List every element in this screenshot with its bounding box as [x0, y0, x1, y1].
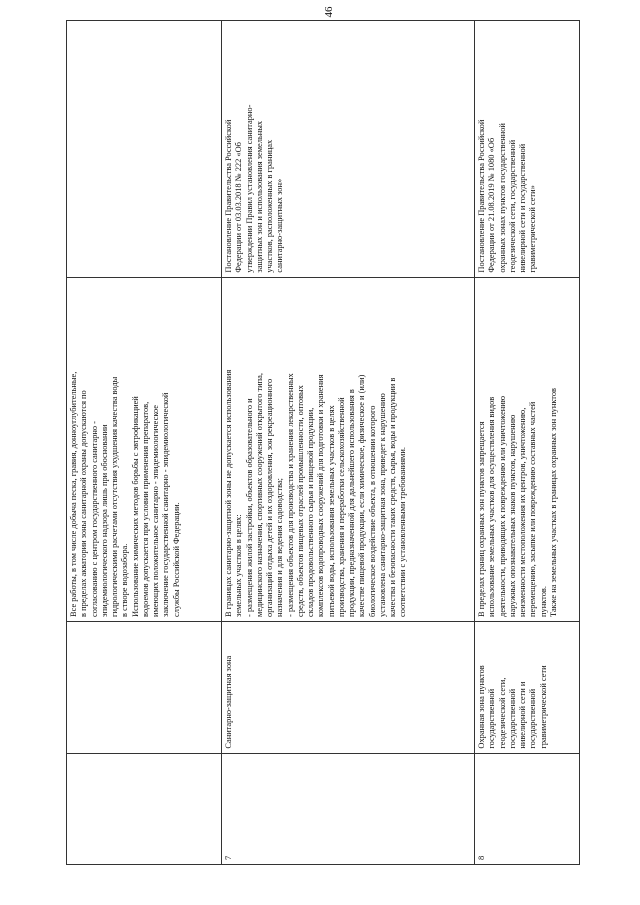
- text-line: медицинского назначения, спортивных сооружений открытого типа,: [254, 373, 264, 617]
- zone-name-cell: [475, 621, 580, 753]
- text-line: гравиметрической сети»: [528, 185, 538, 273]
- text-line: организаций отдыха детей и их оздоровления, зон рекреационного: [265, 378, 274, 617]
- text-line: Все работы, в том числе добыча песка, гравия, донноуглубительные,: [69, 371, 78, 617]
- text-line: имеющих положительное санитарно - эпидемиологическое: [151, 405, 160, 617]
- zone-name-cell: Санитарно-защитная зона: [222, 621, 475, 753]
- text-line: неизменности местоположения их центров, уничтожению,: [518, 407, 527, 617]
- text-line: Также на земельных участках в границах охранных зон пунктов: [548, 388, 558, 617]
- text-line: деятельности, приводящих к повреждению или уничтожению: [497, 395, 507, 617]
- text-line: В границах санитарно-защитной зоны не допускается использования: [224, 369, 233, 617]
- text-line: соответствии с установленными требованиями.: [398, 447, 408, 617]
- text-line: службы Российской Федерации.: [171, 502, 181, 617]
- zones-table: [66, 20, 580, 865]
- requirements-cell: [222, 277, 475, 621]
- text-line: - размещения объектов для производства и хранения лекарственных: [285, 373, 295, 617]
- page-number: 46: [323, 6, 335, 18]
- document-cell: [475, 21, 580, 278]
- row-number-cell: [67, 753, 222, 864]
- text-line: охранных зонах пунктов государственной: [497, 123, 507, 273]
- requirements-cell: [475, 277, 580, 621]
- text-line: В пределах границ охранных зон пунктов запрещается: [477, 421, 486, 617]
- text-line: использование земельных участков для осуществления видов: [487, 396, 497, 617]
- text-line: геодезической сети,: [497, 677, 507, 749]
- text-line: эпидемиологического надзора лишь при обосновании: [99, 424, 109, 617]
- text-line: в пределах акватории зоны санитарной охраны допускаются по: [79, 390, 89, 617]
- text-line: нивелирной сети и государственной: [518, 143, 527, 273]
- text-line: качества и безопасности таких средств, сырья, воды и продукции в: [388, 377, 397, 617]
- text-line: согласованию с центром государственного санитарно -: [89, 421, 99, 617]
- table-row: [222, 21, 475, 865]
- text-line: комплексов водопроводных сооружений для подготовки и хранения: [316, 374, 326, 617]
- text-line: государственной: [487, 688, 497, 749]
- text-line: назначения и для ведения садоводства;: [275, 478, 285, 617]
- text-line: складов продовольственного сырья и пищевой продукции,: [306, 407, 315, 617]
- document-cell: [222, 21, 475, 278]
- text-line: биологическое воздействие объекта, в отношении которого: [367, 405, 377, 617]
- text-line: санитарно-защитных зон»: [275, 178, 285, 273]
- table-row: [475, 21, 580, 865]
- text-line: средств, объектов пищевых отраслей промышленности, оптовых: [295, 385, 305, 617]
- row-number-cell: 7: [222, 753, 475, 864]
- text-line: - размещения жилой застройки, объектов образовательного и: [244, 398, 254, 617]
- text-line: пунктов.: [538, 586, 548, 617]
- text-line: водоемов допускается при условии применения препаратов,: [140, 401, 150, 617]
- text-line: геодезической сети, государственной: [507, 139, 517, 273]
- text-line: государственной: [507, 688, 517, 749]
- text-line: заключение государственной санитарно - эпидемиологической: [161, 392, 171, 617]
- text-line: нивелирной сети и: [518, 681, 527, 749]
- text-line: в створе водозабора.: [120, 543, 130, 617]
- zone-name-cell: [67, 621, 222, 753]
- text-line: Федерации от 21.08.2019 № 1080 «Об: [487, 137, 497, 273]
- text-line: качестве пищевой продукции, если химическое, физическое и (или): [357, 374, 367, 617]
- requirements-cell: [67, 277, 222, 621]
- rotated-table-container: [66, 20, 566, 865]
- text-line: Постановление Правительства Российской: [477, 119, 486, 273]
- text-line: Охранная зона пунктов: [477, 665, 486, 749]
- text-line: производства, хранения и переработки сельскохозяйственной: [336, 397, 346, 617]
- document-cell: [67, 21, 222, 278]
- text-line: Федерации от 03.03.2018 № 222 «Об: [234, 142, 244, 273]
- text-line: государственной: [528, 688, 538, 749]
- text-line: Постановление Правительства Российской: [224, 119, 233, 273]
- text-line: наружных опознавательных знаков пунктов, нарушению: [507, 414, 517, 617]
- text-line: защитных зон и использования земельных: [254, 120, 264, 273]
- text-line: установлена санитарно-защитная зона, приведет к нарушению: [377, 393, 387, 617]
- text-line: гравиметрической сети: [538, 665, 548, 749]
- text-line: продукции, предназначенной для дальнейшего использования в: [347, 389, 356, 617]
- text-line: земельных участков в целях:: [234, 514, 244, 617]
- row-number-cell: 8: [475, 753, 580, 864]
- text-line: Использование химических методов борьбы с эвтрофикацией: [130, 396, 140, 617]
- table-row: [67, 21, 222, 865]
- text-line: утверждении Правил установления санитарно-: [244, 104, 254, 273]
- text-line: перемещению, засыпке или повреждению составных частей: [528, 401, 538, 617]
- text-line: питьевой воды, использования земельных участков в целях: [326, 405, 336, 617]
- text-line: участков, расположенных в границах: [265, 139, 274, 273]
- text-line: гидрологическими расчетами отсутствия ухудшения качества воды: [110, 376, 119, 617]
